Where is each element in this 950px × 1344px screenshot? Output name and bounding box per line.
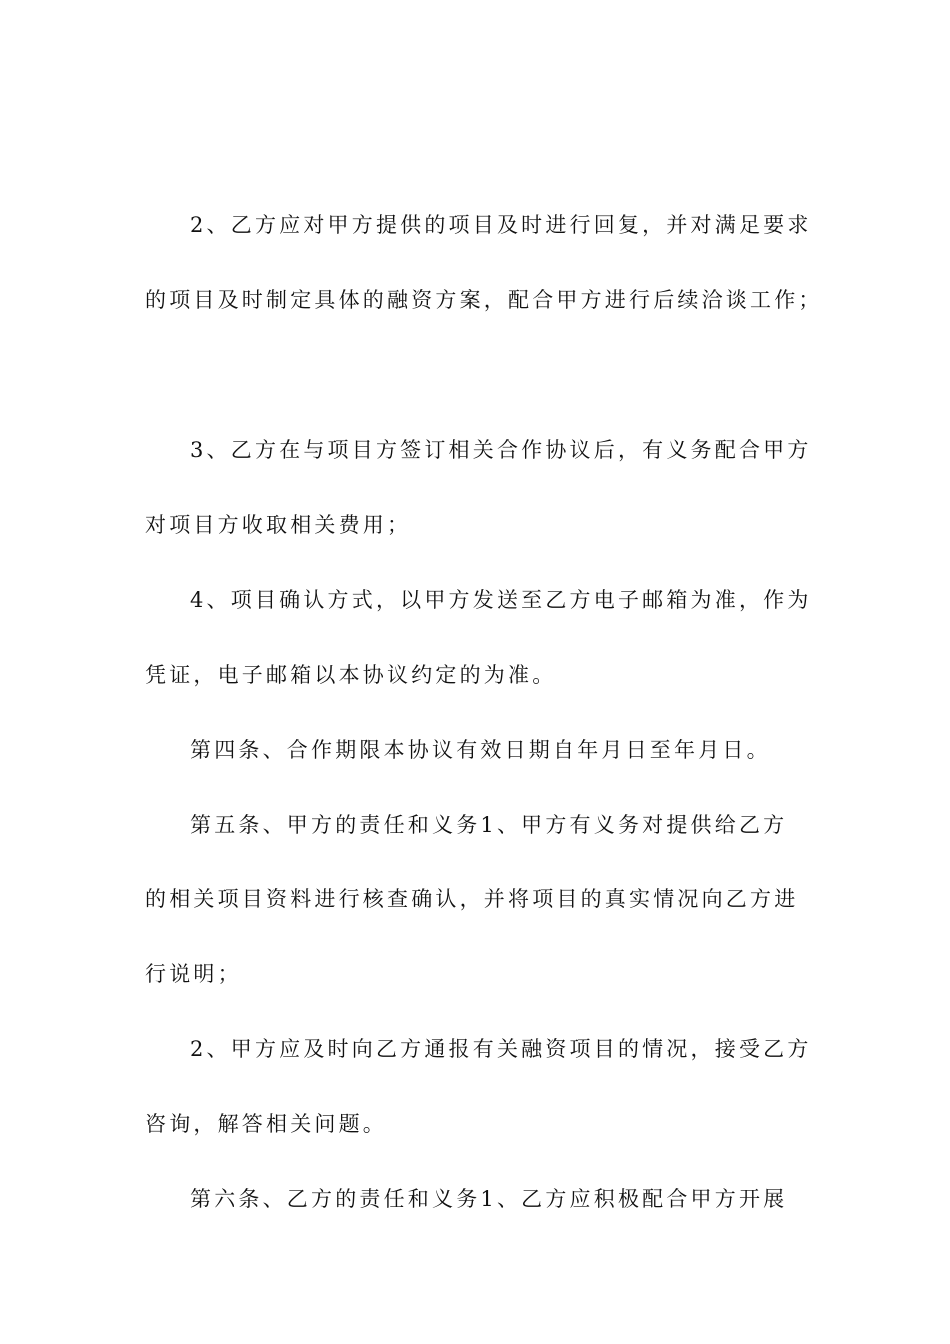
paragraph-5-line-1: 第五条、甲方的责任和义务1、甲方有义务对提供给乙方 bbox=[190, 813, 788, 837]
paragraph-1-line-1: 2、乙方应对甲方提供的项目及时进行回复，并对满足要求 bbox=[190, 213, 812, 237]
paragraph-4-line-1: 第四条、合作期限本协议有效日期自年月日至年月日。 bbox=[190, 738, 771, 762]
paragraph-2-line-2: 对项目方收取相关费用； bbox=[145, 513, 412, 537]
paragraph-7-line-1: 第六条、乙方的责任和义务1、乙方应积极配合甲方开展 bbox=[190, 1187, 788, 1211]
paragraph-3-line-2: 凭证，电子邮箱以本协议约定的为准。 bbox=[145, 663, 557, 687]
paragraph-5-line-2: 的相关项目资料进行核查确认，并将项目的真实情况向乙方进 bbox=[145, 887, 799, 911]
paragraph-1-line-2: 的项目及时制定具体的融资方案，配合甲方进行后续洽谈工作； bbox=[145, 288, 823, 312]
paragraph-6-line-1: 2、甲方应及时向乙方通报有关融资项目的情况，接受乙方 bbox=[190, 1037, 812, 1061]
paragraph-3-line-1: 4、项目确认方式，以甲方发送至乙方电子邮箱为准，作为 bbox=[190, 588, 812, 612]
paragraph-5-line-3: 行说明； bbox=[145, 962, 242, 986]
paragraph-6-line-2: 咨询，解答相关问题。 bbox=[145, 1112, 387, 1136]
paragraph-2-line-1: 3、乙方在与项目方签订相关合作协议后，有义务配合甲方 bbox=[190, 438, 812, 462]
